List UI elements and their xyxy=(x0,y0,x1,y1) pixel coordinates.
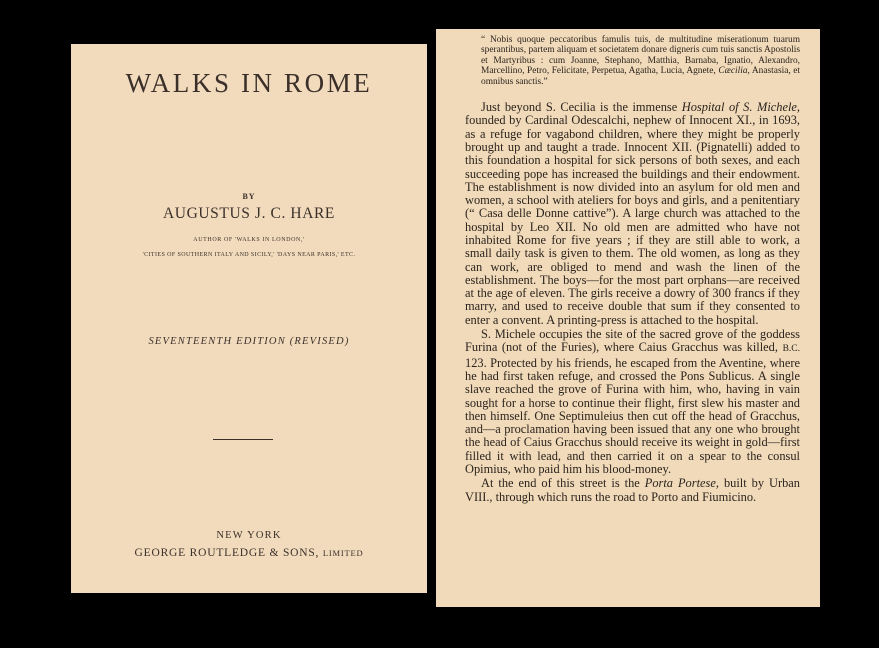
other-works-line-2: 'CITIES OF SOUTHERN ITALY AND SICILY,' 'DAYS NEAR PARIS,' ETC. xyxy=(142,252,356,258)
quote-end: Anastasia, et omnibus sanctis.” xyxy=(481,66,801,87)
by-line: BY xyxy=(242,192,256,201)
book-title: WALKS IN ROME xyxy=(125,68,373,98)
publisher-city: NEW YORK xyxy=(216,530,282,541)
quote-text: “ Nobis quoque peccatoribus famulis tuis, de multitudine miserationum tuarum sperantibus, partem aliquam et societatem donare digneris cum tuis sanctis Apostolis et Martyribus : cum Joanne, Stephano, Matthia, Barnaba, Ignatio, Alexandro, Marcellino, Petro, Felicitate, Perpetua, Agatha, Lucia, Agnete, xyxy=(481,35,800,77)
edition-line: SEVENTEENTH EDITION (REVISED) xyxy=(148,336,350,347)
p3-italic: Porta Portese, xyxy=(644,476,719,491)
latin-quote xyxy=(481,35,800,87)
author-name: AUGUSTUS J. C. HARE xyxy=(162,205,335,222)
paragraph-2 xyxy=(465,328,800,476)
paragraph-1 xyxy=(465,101,800,327)
p3-start: At the end of this street is the xyxy=(481,476,640,491)
quote-italic: Cæcilia, xyxy=(718,66,750,77)
p1-body: founded by Cardinal Odescalchi, nephew of Innocent XI., in 1693, as a refuge for vagabond children, where they might be properly brought up and taught a trade. Innocent XII. (Pignatelli) added to this foundation a hospital for sick persons of both sexes, and each succeeding pope has increased the buildings and their endowment. The establishment is now divided into an asylum for old men and women, a school with ateliers for boys and girls, and a penitentiary (“ Casa delle Donne cattive”). A large church was attached to the hospital by Leo XII. No old men are admitted who have not inhabited Rome for five years ; if they are still able to work, a small daily task is given to them. The old women, as long as they can work, are obliged to mend and wash the linen of the establishment. The boys—for the most part orphans—are received at the age of eleven. The girls receive a dowry of 300 francs if they marry, and used to receive double that sum if they consented to enter a convent. A printing-press is attached to the hospital. xyxy=(465,113,800,327)
publisher-line xyxy=(71,547,427,559)
p2-start: S. Michele occupies the site of the sacred grove of the goddess Furina (not of the Furies), where Caius Gracchus was killed, xyxy=(465,327,800,355)
decorative-rule xyxy=(213,439,273,440)
paragraph-3 xyxy=(465,477,800,504)
p2-body: 123. Protected by his friends, he escaped from the Aventine, where he had first taken refuge, and crossed the Pons Sublicus. A single slave reached the grove of Furina with him, who, having in vain sought for a horse to continue their flight, first slew his master and then himself. One Septimuleius then cut off the head of Gracchus, and—a proclamation having been issued that any one who brought the head of Caius Gracchus should receive its weight in gold—first filled it with lead, and then carried it on a spear to the consul Opimius, who paid him his blood-money. xyxy=(465,355,800,477)
other-works-line-1: AUTHOR OF 'WALKS IN LONDON,' xyxy=(193,237,305,243)
publisher-suffix: LIMITED xyxy=(322,548,364,558)
p3-body: built by Urban VIII., through which runs the road to Porto and Fiumicino. xyxy=(465,476,800,504)
p1-italic: Hospital of S. Michele, xyxy=(681,100,800,115)
text-page xyxy=(436,29,820,607)
title-page xyxy=(71,44,427,593)
p1-start: Just beyond S. Cecilia is the immense xyxy=(481,100,678,115)
p2-bc: B.C. xyxy=(782,344,800,355)
publisher-name: GEORGE ROUTLEDGE & SONS, xyxy=(134,547,320,559)
